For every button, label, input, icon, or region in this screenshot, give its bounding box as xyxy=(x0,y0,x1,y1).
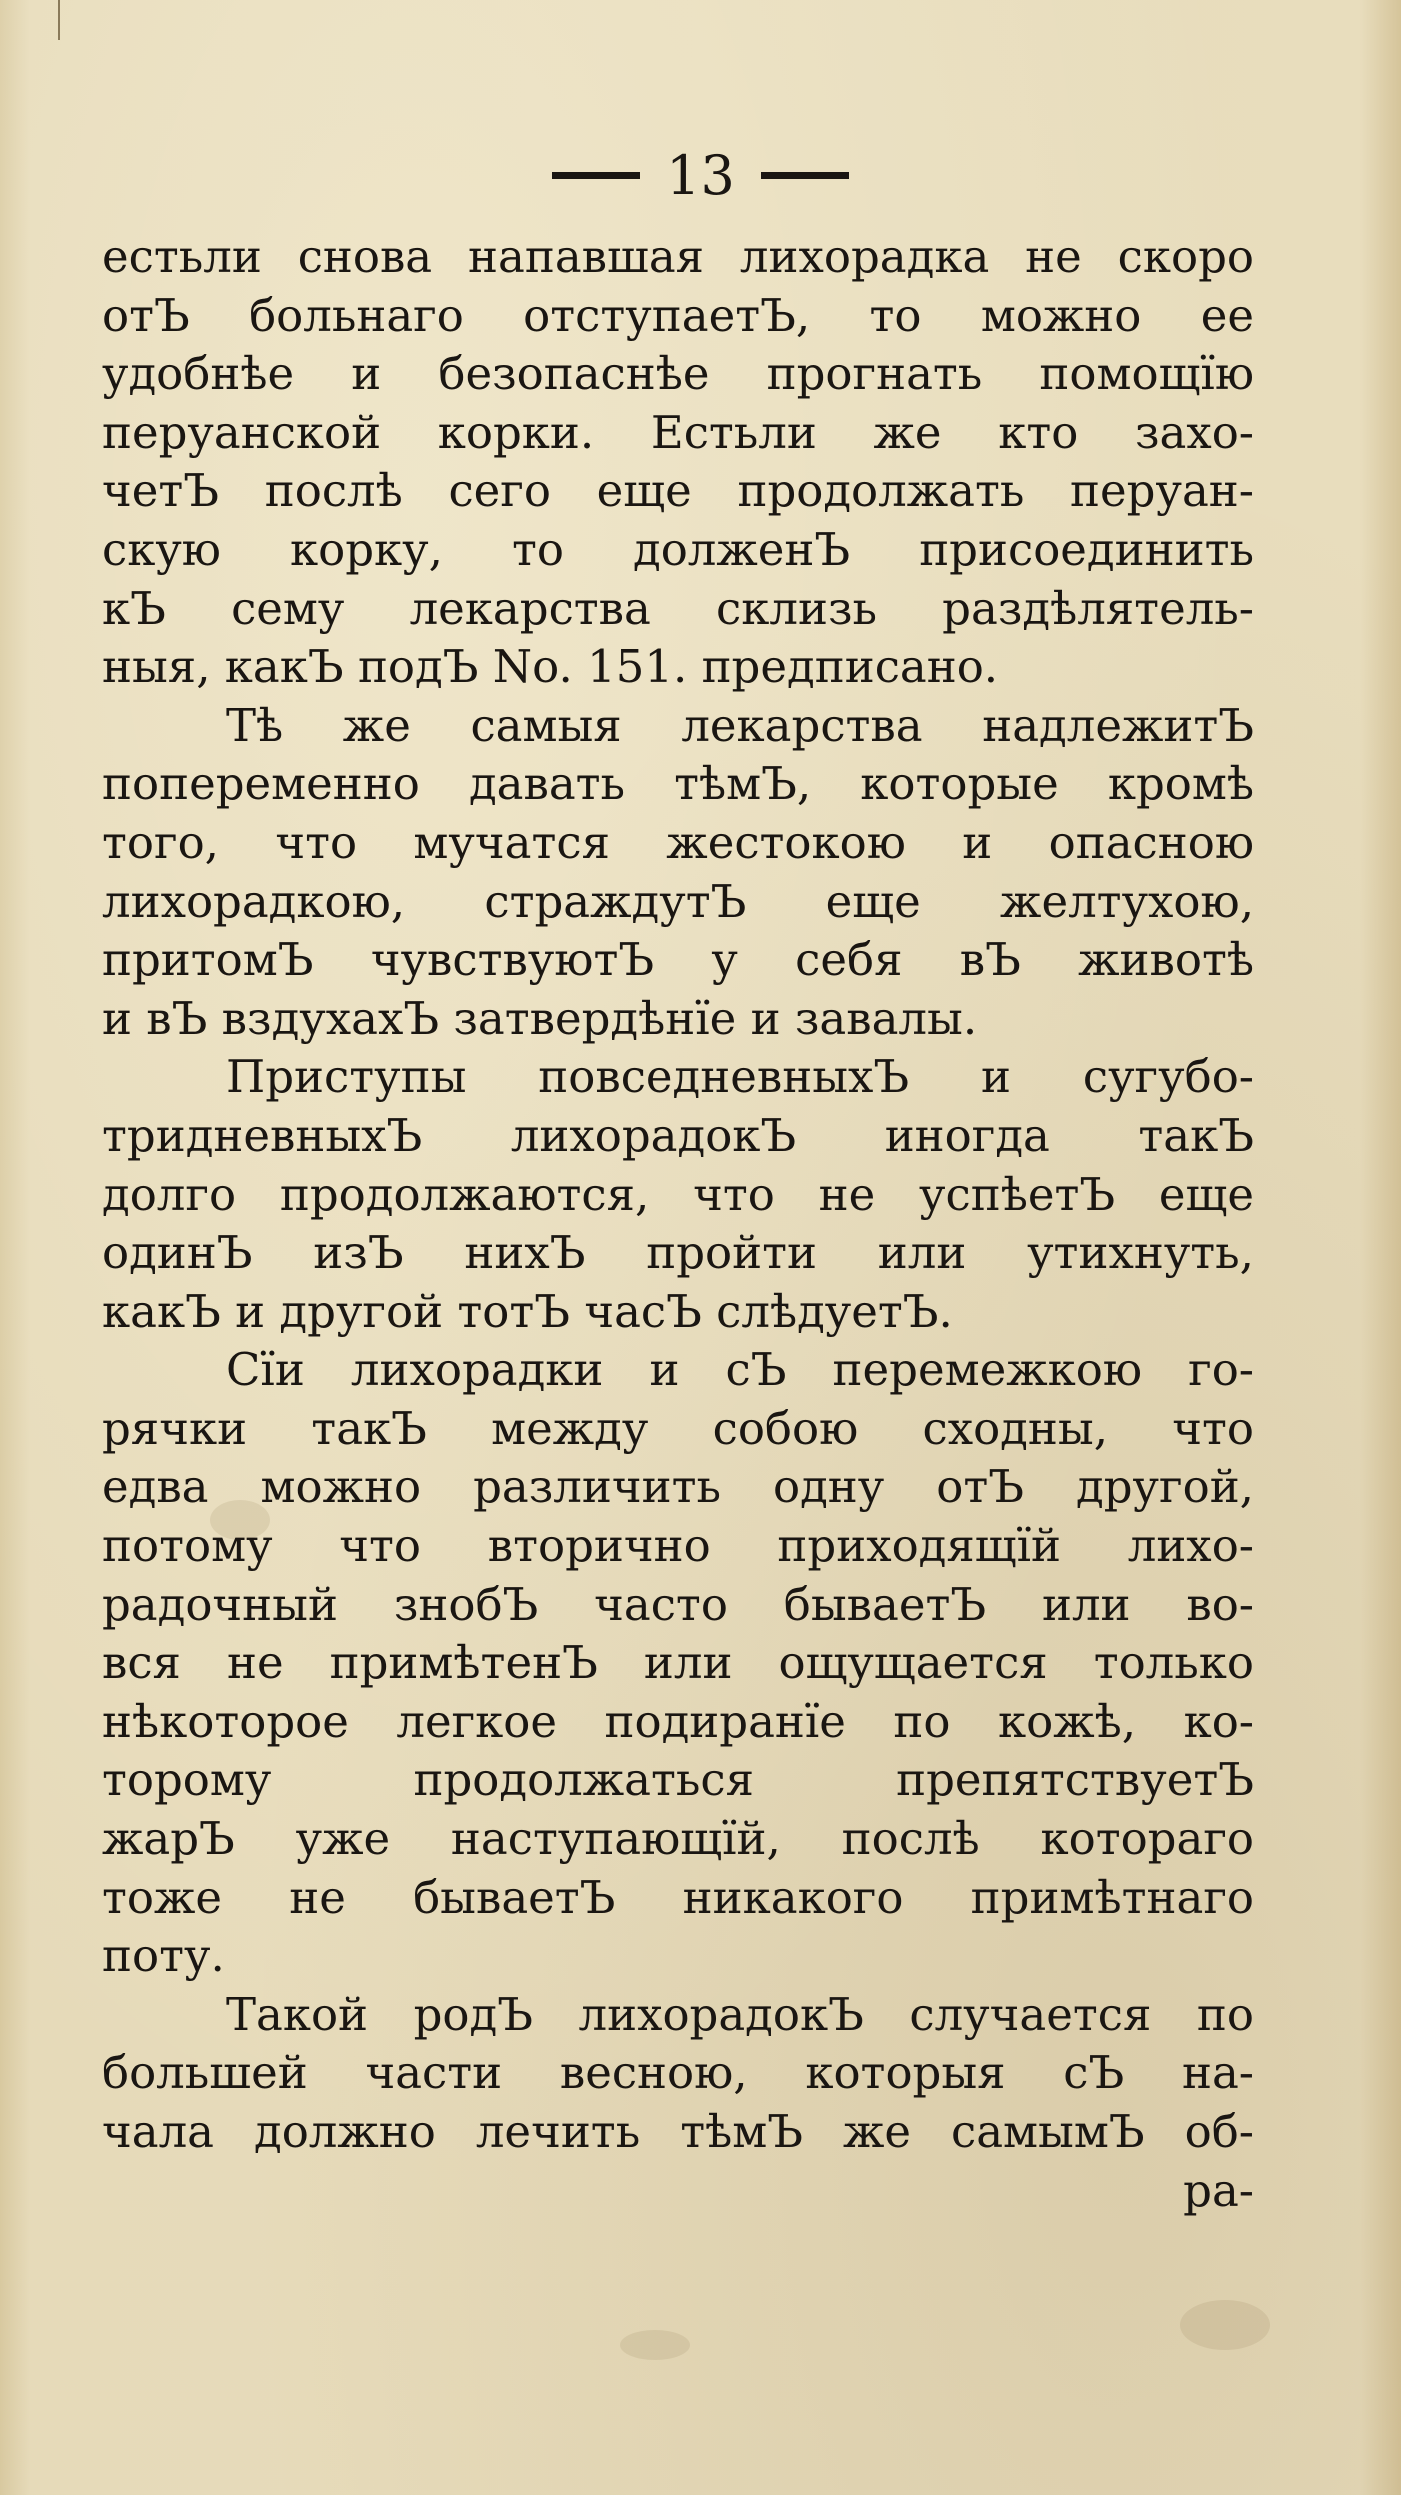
text-line: ныя, какЪ подЪ No. 151. предписано. xyxy=(102,640,999,694)
text-line: торому продолжаться препятствуетЪ xyxy=(102,1753,1254,1807)
paper-stain xyxy=(1180,2300,1270,2350)
text-line: ра- xyxy=(1183,2163,1254,2217)
text-line: того, что мучатся жестокою и опасною xyxy=(102,815,1254,869)
text-line: Тѣ же самыя лекарства надлежитЪ xyxy=(226,698,1254,752)
text-line: потому что вторично приходящїй лихо- xyxy=(102,1519,1254,1573)
text-line: нѣкоторое легкое подиранїе по кожѣ, ко- xyxy=(102,1694,1254,1748)
text-line: поту. xyxy=(102,1929,225,1983)
text-line: Такой родЪ лихорадокЪ случается по xyxy=(226,1987,1254,2041)
text-line: Приступы повседневныхЪ и сугубо- xyxy=(226,1050,1254,1104)
text-line: притомЪ чувствуютЪ у себя вЪ животѣ xyxy=(102,933,1254,987)
text-line: большей части весною, которыя сЪ на- xyxy=(102,2046,1254,2100)
text-line: тоже не бываетЪ никакого примѣтнаго xyxy=(102,1870,1254,1924)
binding-edge-line xyxy=(58,0,60,40)
body-text xyxy=(102,228,1254,2220)
page-number: 13 xyxy=(666,143,735,207)
text-line: отЪ больнаго отступаетЪ, то можно ее xyxy=(102,288,1254,342)
text-line: естьли снова напавшая лихорадка не скоро xyxy=(102,230,1254,283)
text-line: попеременно давать тѣмЪ, которые кромѣ xyxy=(102,757,1254,811)
text-line: и вЪ вздухахЪ затвердѣнїе и завалы. xyxy=(102,991,978,1045)
text-line: какЪ и другой тотЪ часЪ слѣдуетЪ. xyxy=(102,1284,953,1338)
text-line: долго продолжаются, что не успѣетЪ еще xyxy=(102,1167,1254,1221)
text-line: удобнѣе и безопаснѣе прогнать помощїю xyxy=(102,347,1254,401)
text-line: тридневныхЪ лихорадокЪ иногда такЪ xyxy=(102,1108,1254,1162)
header-dash-right xyxy=(761,172,849,179)
page-header xyxy=(0,140,1401,210)
text-line: кЪ сему лекарства склизь раздѣлятель- xyxy=(102,581,1254,635)
text-line: одинЪ изЪ нихЪ пройти или утихнуть, xyxy=(102,1226,1254,1280)
text-line: скую корку, то долженЪ присоединить xyxy=(102,522,1254,576)
text-line: Сїи лихорадки и сЪ перемежкою го- xyxy=(226,1343,1254,1397)
text-line: рячки такЪ между собою сходны, что xyxy=(102,1401,1254,1455)
text-line: радочный знобЪ часто бываетЪ или во- xyxy=(102,1577,1254,1631)
text-line: четЪ послѣ сего еще продолжать перуан- xyxy=(102,464,1254,518)
text-line: лихорадкою, страждутЪ еще желтухою, xyxy=(102,874,1254,928)
paper-stain xyxy=(620,2330,690,2360)
text-line: перуанской корки. Естьли же кто захо- xyxy=(102,405,1254,459)
text-line: вся не примѣтенЪ или ощущается только xyxy=(102,1636,1254,1690)
text-line: жарЪ уже наступающїй, послѣ котораго xyxy=(102,1812,1254,1866)
text-line: едва можно различить одну отЪ другой, xyxy=(102,1460,1254,1514)
header-dash-left xyxy=(552,172,640,179)
text-line: чала должно лечить тѣмЪ же самымЪ об- xyxy=(102,2105,1254,2158)
